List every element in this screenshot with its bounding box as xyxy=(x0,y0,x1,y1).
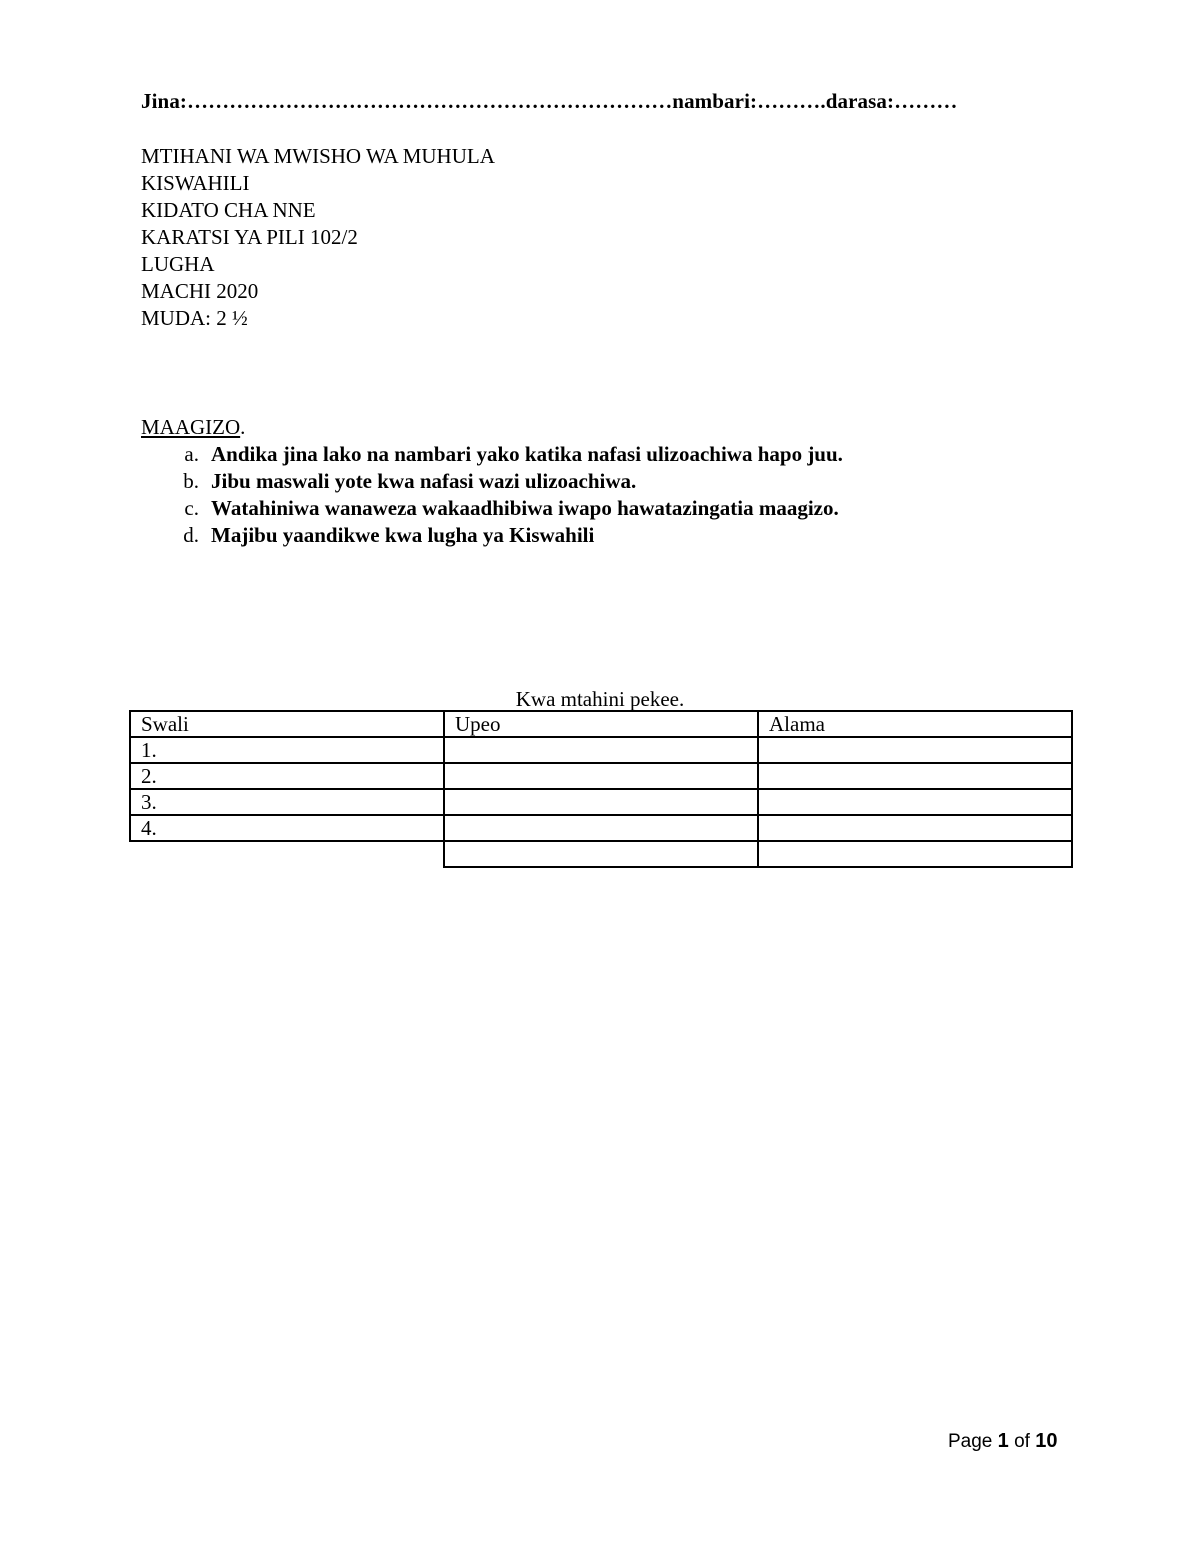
table-row xyxy=(130,789,1072,815)
table-caption: Kwa mtahini pekee. xyxy=(515,687,685,711)
exam-title: MTIHANI WA MWISHO WA MUHULA xyxy=(141,144,495,168)
table-total-row xyxy=(130,841,1072,867)
exam-section: LUGHA xyxy=(141,252,215,276)
footer-of-word: of xyxy=(1014,1431,1030,1452)
exam-header xyxy=(141,143,495,332)
cell-score[interactable] xyxy=(758,815,1072,841)
cell-total-blank xyxy=(130,841,444,867)
cell-score[interactable] xyxy=(758,737,1072,763)
instruction-marker: b. xyxy=(183,469,199,493)
instructions-title-text: MAAGIZO xyxy=(141,415,241,439)
instructions-title-suffix: . xyxy=(240,415,246,439)
cell-question: 1. xyxy=(130,737,444,763)
footer-current-page: 1 xyxy=(997,1430,1009,1452)
instruction-item xyxy=(141,522,843,549)
instruction-marker: d. xyxy=(183,523,199,547)
cell-question: 4. xyxy=(130,815,444,841)
table-row xyxy=(130,737,1072,763)
cell-question: 3. xyxy=(130,789,444,815)
page-footer xyxy=(948,1430,1057,1453)
instruction-marker: c. xyxy=(184,496,199,520)
instruction-text: Majibu yaandikwe kwa lugha ya Kiswahili xyxy=(211,523,595,547)
cell-score[interactable] xyxy=(758,789,1072,815)
table-row xyxy=(130,763,1072,789)
marks-table xyxy=(129,710,1073,868)
exam-duration: MUDA: 2 ½ xyxy=(141,306,248,330)
instruction-text: Andika jina lako na nambari yako katika nafasi ulizoachiwa hapo juu. xyxy=(211,442,843,466)
student-info-line: Jina:……………………………………………………………nambari:……….darasa:……… xyxy=(141,89,958,113)
instruction-text: Jibu maswali yote kwa nafasi wazi ulizoachiwa. xyxy=(211,469,637,493)
footer-page-word: Page xyxy=(948,1431,993,1452)
footer-total-pages: 10 xyxy=(1035,1430,1058,1452)
exam-subject: KISWAHILI xyxy=(141,171,250,195)
cell-max-score[interactable] xyxy=(444,737,758,763)
instructions-title xyxy=(141,414,245,441)
instruction-text: Watahiniwa wanaweza wakaadhibiwa iwapo hawatazingatia maagizo. xyxy=(211,496,839,520)
instruction-item xyxy=(141,468,843,495)
table-header-row xyxy=(130,711,1072,737)
cell-max-score[interactable] xyxy=(444,763,758,789)
cell-max-score[interactable] xyxy=(444,789,758,815)
instruction-item xyxy=(141,441,843,468)
exam-date: MACHI 2020 xyxy=(141,279,259,303)
cell-max-score[interactable] xyxy=(444,815,758,841)
header-swali: Swali xyxy=(130,711,444,737)
exam-paper: KARATSI YA PILI 102/2 xyxy=(141,225,358,249)
exam-form: KIDATO CHA NNE xyxy=(141,198,316,222)
cell-total-score[interactable] xyxy=(758,841,1072,867)
instructions-list xyxy=(141,441,843,549)
cell-question: 2. xyxy=(130,763,444,789)
table-row xyxy=(130,815,1072,841)
cell-total-max[interactable] xyxy=(444,841,758,867)
instruction-item xyxy=(141,495,843,522)
instruction-marker: a. xyxy=(184,442,199,466)
header-alama: Alama xyxy=(758,711,1072,737)
header-upeo: Upeo xyxy=(444,711,758,737)
cell-score[interactable] xyxy=(758,763,1072,789)
